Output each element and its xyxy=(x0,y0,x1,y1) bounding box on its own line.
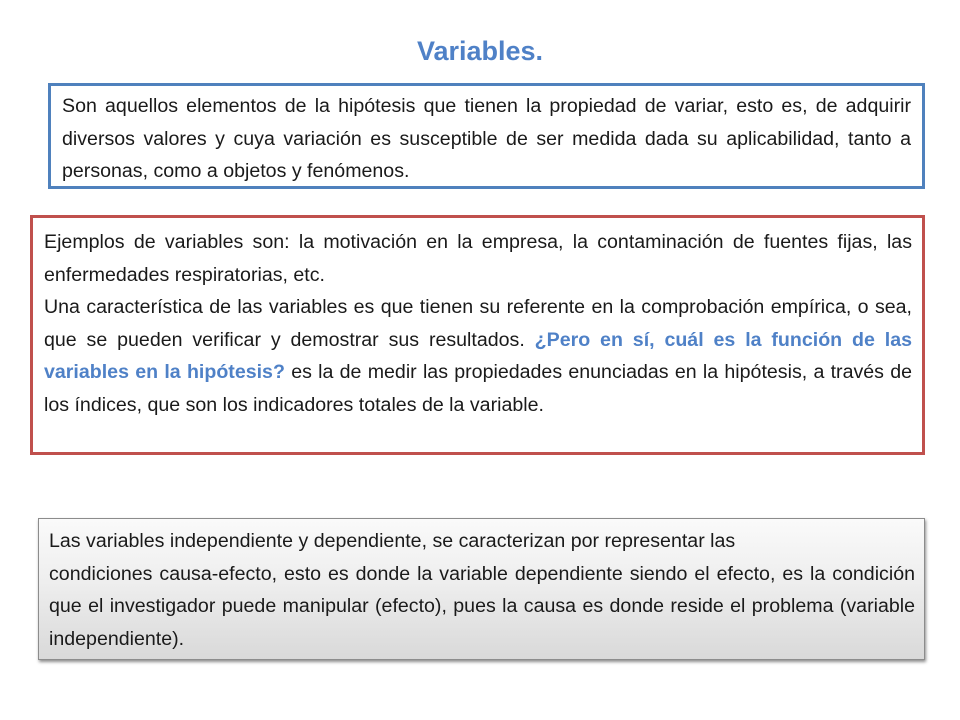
slide-title: Variables. xyxy=(416,36,544,66)
function-question: ¿Pero en sí, cuál es la función de las variables en la hipótesis? xyxy=(44,328,912,383)
examples-paragraph: Ejemplos de variables son: la motivación en la empresa, la contaminación de fuentes fijas, las enfermedades respiratorias, etc. xyxy=(44,231,912,286)
definition-box xyxy=(48,83,925,189)
variable-types-text: condiciones causa-efecto, esto es donde la variable dependiente siendo el efecto, es la condición que el investigador puede manipular (efecto), pues la causa es donde reside el problema (variable independiente). xyxy=(49,562,915,650)
characteristics-paragraph xyxy=(44,291,912,421)
variable-types-box xyxy=(38,518,925,660)
definition-text: Son aquellos elementos de la hipótesis que tienen la propiedad de variar, esto es, de adquirir diversos valores y cuya variación es susceptible de ser medida dada su aplicabilidad, tanto a personas, como a objetos y fenómenos. xyxy=(62,95,911,182)
function-answer: es la de medir las propiedades enunciadas en la hipótesis, a través de los índices, que son los indicadores totales de la variable. xyxy=(44,361,913,416)
examples-box xyxy=(30,215,925,455)
characteristics-text: Una característica de las variables es que tienen su referente en la comprobación empírica, o sea, que se pueden verificar y demostrar sus resultados. xyxy=(44,296,912,351)
variable-types-first-line: Las variables independiente y dependiente, se caracterizan por representar las xyxy=(49,530,736,552)
